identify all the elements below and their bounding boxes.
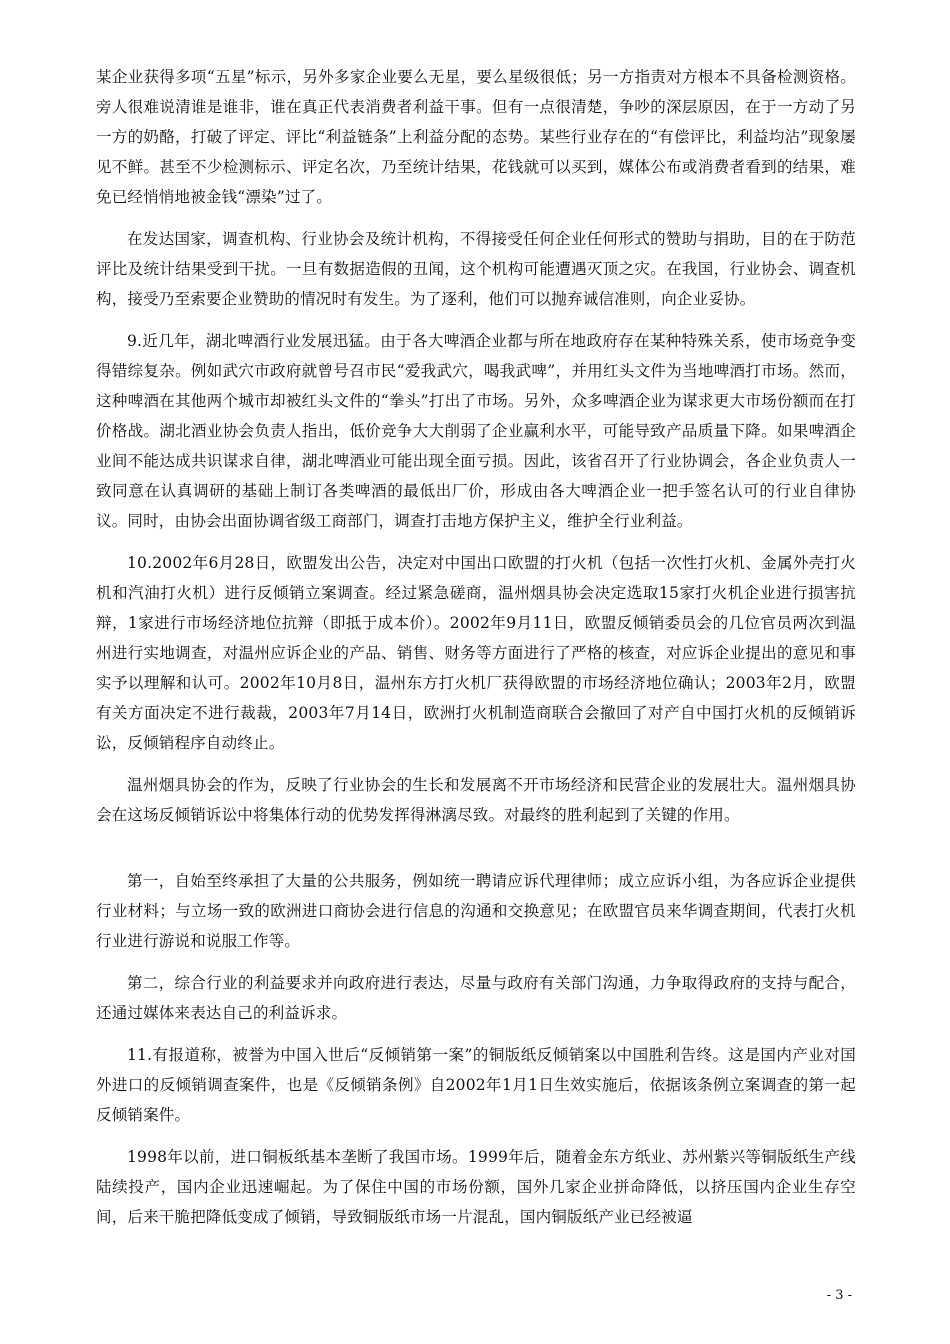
paragraph-4: 10.2002年6月28日，欧盟发出公告，决定对中国出口欧盟的打火机（包括一次性打火机、金属外壳打火机和汽油打火机）进行反倾销立案调查。经过紧急磋商，温州烟具协会决定选取15家打火机企业进行损害抗辩，1家进行市场经济地位抗辩（即抵于成本价）。2002年9月11日，欧盟反倾销委员会的几位官员两次到温州进行实地调查，对温州应诉企业的产品、销售、财务等方面进行了严格的核查，对应诉企业提出的意见和事实予以理解和认可。2002年10月8日，温州东方打火机厂获得欧盟的市场经济地位确认；2003年2月，欧盟有关方面决定不进行裁裁，2003年7月14日，欧洲打火机制造商联合会撤回了对产自中国打火机的反倾销诉讼，反倾销程序自动终止。: [96, 554, 856, 752]
paragraph-3: 9.近几年，湖北啤酒行业发展迅猛。由于各大啤酒企业都与所在地政府存在某种特殊关系，使市场竞争变得错综复杂。例如武穴市政府就曾号召市民“爱我武穴，喝我武啤”，并用红头文件为当地啤酒打市场。然而，这种啤酒在其他两个城市却被红头文件的“拳头”打出了市场。另外，众多啤酒企业为谋求更大市场份额而在打价格战。湖北酒业协会负责人指出，低价竞争大大削弱了企业赢利水平，可能导致产品质量下降。如果啤酒企业间不能达成共识谋求自律，湖北啤酒业可能出现全面亏损。因此，该省召开了行业协调会，各企业负责人一致同意在认真调研的基础上制订各类啤酒的最低出厂价，形成由各大啤酒企业一把手签名认可的行业自律协议。同时，由协会出面协调省级工商部门，调查打击地方保护主义，维护全行业利益。: [96, 332, 856, 530]
page-number: - 3 -: [826, 1288, 852, 1303]
paragraph-8: 11.有报道称，被誉为中国入世后“反倾销第一案”的铜版纸反倾销案以中国胜利告终。这是国内产业对国外进口的反倾销调查案件，也是《反倾销条例》自2002年1月1日生效实施后，依据该条例立案调查的第一起反倾销案件。: [96, 1046, 856, 1124]
paragraph-gap: [96, 842, 856, 866]
document-body: [96, 62, 856, 1244]
paragraph-6: 第一，自始至终承担了大量的公共服务，例如统一聘请应诉代理律师；成立应诉小组，为各应诉企业提供行业材料；与立场一致的欧洲进口商协会进行信息的沟通和交换意见；在欧盟官员来华调查期间，代表打火机行业进行游说和说服工作等。: [96, 872, 856, 950]
paragraph-7: 第二，综合行业的利益要求并向政府进行表达，尽量与政府有关部门沟通，力争取得政府的支持与配合，还通过媒体来表达自己的利益诉求。: [96, 974, 856, 1022]
paragraph-9: 1998年以前，进口铜板纸基本垄断了我国市场。1999年后，随着金东方纸业、苏州紫兴等铜版纸生产线陆续投产，国内企业迅速崛起。为了保住中国的市场份额，国外几家企业拼命降低，以挤压国内企业生存空间，后来干脆把降低变成了倾销，导致铜版纸市场一片混乱，国内铜版纸产业已经被逼: [96, 1148, 856, 1226]
paragraph-1: 某企业获得多项“五星”标示，另外多家企业要么无星，要么星级很低；另一方指责对方根本不具备检测资格。旁人很难说清谁是谁非，谁在真正代表消费者利益干事。但有一点很清楚，争吵的深层原因，在于一方动了另一方的奶酪，打破了评定、评比“利益链条”上利益分配的态势。某些行业存在的“有偿评比，利益均沾”现象屡见不鲜。甚至不少检测标示、评定名次，乃至统计结果，花钱就可以买到，媒体公布或消费者看到的结果，难免已经悄悄地被金钱“漂染”过了。: [96, 68, 856, 206]
paragraph-2: 在发达国家，调查机构、行业协会及统计机构，不得接受任何企业任何形式的赞助与捐助，目的在于防范评比及统计结果受到干扰。一旦有数据造假的丑闻，这个机构可能遭遇灭顶之灾。在我国，行业协会、调查机构，接受乃至索要企业赞助的情况时有发生。为了逐利，他们可以抛弃诚信准则，向企业妥协。: [96, 230, 856, 308]
paragraph-5: 温州烟具协会的作为，反映了行业协会的生长和发展离不开市场经济和民营企业的发展壮大。温州烟具协会在这场反倾销诉讼中将集体行动的优势发挥得淋漓尽致。对最终的胜利起到了关键的作用。: [96, 776, 856, 824]
